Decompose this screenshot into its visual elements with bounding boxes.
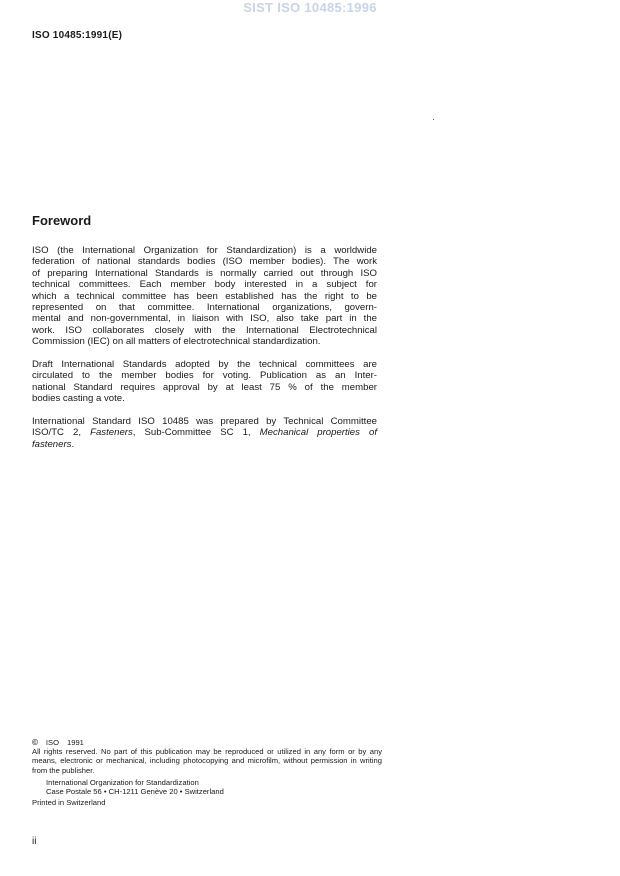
paragraph-line: mental and non-governmental, in liaison with ISO, also take part in the — [32, 313, 377, 325]
paragraph-line: circulated to the member bodies for voting. Publication as an Inter- — [32, 370, 377, 382]
paragraph-line — [32, 439, 377, 450]
committee-title: Fasteners — [90, 427, 133, 439]
copyright-block — [32, 738, 382, 807]
foreword-paragraph-2 — [32, 359, 377, 405]
stray-dot — [433, 119, 434, 120]
paragraph-line — [32, 427, 377, 438]
paragraph-line: bodies casting a vote. — [32, 393, 125, 405]
foreword-paragraph-1 — [32, 245, 377, 348]
copyright-icon: © — [32, 738, 38, 747]
subcommittee-title: Mechanical properties of — [259, 427, 377, 439]
watermark: SIST ISO 10485:1996 — [243, 0, 377, 15]
copyright-org: ISO — [45, 738, 59, 747]
copyright-line — [32, 738, 382, 747]
paragraph-line: of preparing International Standards is normally carried out through ISO — [32, 267, 377, 279]
paragraph-line: Draft International Standards adopted by the technical committees are — [32, 359, 377, 370]
document-reference: ISO 10485:1991(E) — [32, 30, 123, 41]
subcommittee-ref: , Sub-Committee SC 1, — [132, 427, 251, 439]
rights-statement: All rights reserved. No part of this publication may be reproduced or utilized in any form or by any means, electronic or mechanical, including photocopying and microfilm, without permission in writing from the publisher. — [32, 747, 382, 775]
page-number: ii — [32, 836, 37, 847]
paragraph-line: national Standard requires approval by at least 75 % of the member — [32, 381, 377, 393]
paragraph-line: ISO (the International Organization for Standardization) is a worldwide — [32, 245, 377, 256]
copyright-year: 1991 — [67, 738, 84, 747]
paragraph-line: Commission (IEC) on all matters of electrotechnical standardization. — [32, 336, 321, 348]
sentence-end: . — [71, 438, 75, 450]
publisher-name: International Organization for Standardization — [46, 777, 199, 787]
paragraph-line: which a technical committee has been established has the right to be — [32, 290, 377, 302]
foreword-heading: Foreword — [32, 213, 92, 228]
foreword-paragraph-3 — [32, 416, 377, 450]
subcommittee-title-end: fasteners — [32, 438, 72, 450]
committee-ref: ISO/TC 2, — [32, 427, 82, 439]
paragraph-line: International Standard ISO 10485 was prepared by Technical Committee — [32, 416, 377, 427]
paragraph-line: technical committees. Each member body interested in a subject for — [32, 279, 377, 291]
printed-in: Printed in Switzerland — [32, 798, 106, 808]
paragraph-line: federation of national standards bodies (ISO member bodies). The work — [32, 256, 377, 268]
publisher-address: Case Postale 56 • CH-1211 Genève 20 • Switzerland — [46, 787, 224, 797]
paragraph-line: work. ISO collaborates closely with the International Electrotechnical — [32, 324, 377, 336]
paragraph-line: represented on that committee. International organizations, govern- — [32, 302, 377, 314]
